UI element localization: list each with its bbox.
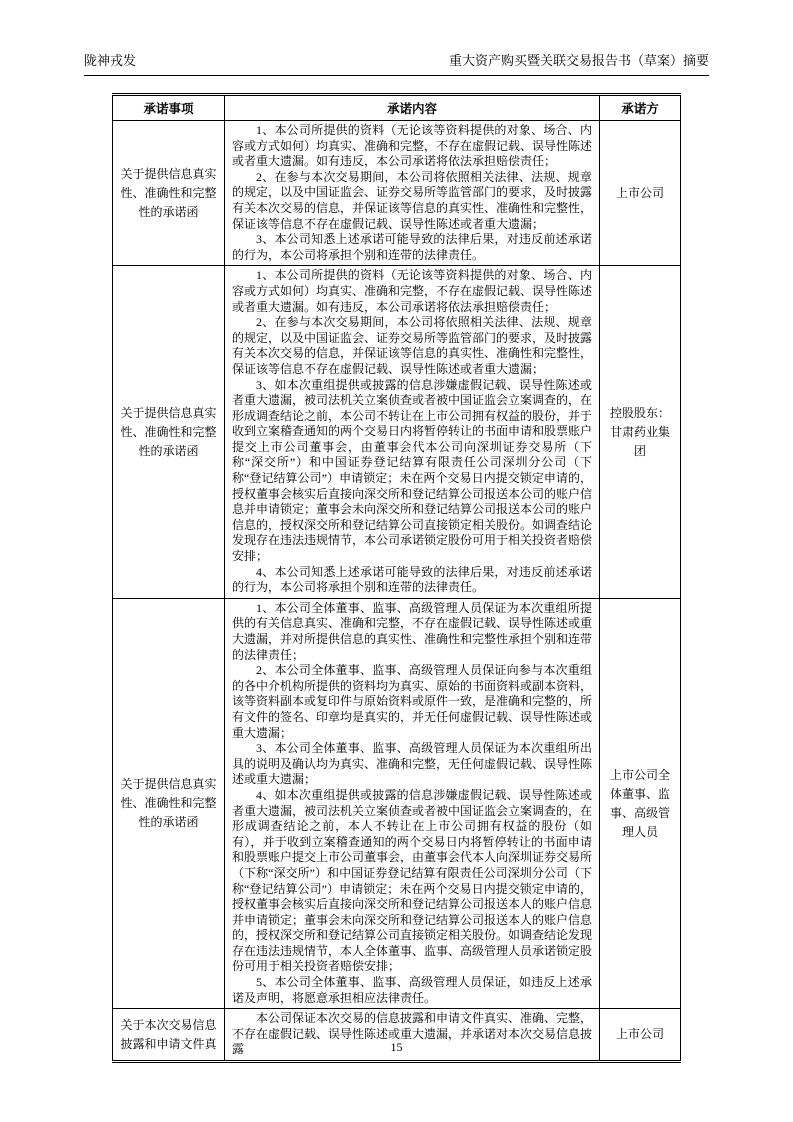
commitment-paragraph: 2、本公司全体董事、监事、高级管理人员保证向参与本次重组的各中介机构所提供的资料均为真实、原始的书面资料或副本资料，该等资料副本或复印件与原始资料或原件一致，是准确和完整的，所有文件的签名、印章均是真实的，并无任何虚假记载、误导性陈述或重大遗漏；	[232, 663, 593, 740]
commitment-paragraph: 3、如本次重组提供或披露的信息涉嫌虚假记载、误导性陈述或者重大遗漏，被司法机关立案侦查或者被中国证监会立案调查的，在形成调查结论之前，本公司不转让在上市公司拥有权益的股份，并于收到立案稽查通知的两个交易日内将暂停转让的书面申请和股票账户提交上市公司董事会，由董事会代本公司向深圳证券交易所（下称“深交所”）和中国证券登记结算有限责任公司深圳分公司（下称“登记结算公司”）申请锁定；未在两个交易日内提交锁定申请的，授权董事会核实后直接向深交所和登记结算公司报送本公司的账户信息并申请锁定；董事会未向深交所和登记结算公司报送本公司的账户信息的，授权深交所和登记结算公司直接锁定相关股份。如调查结论发现存在违法违规情节，本公司承诺锁定股份可用于相关投资者赔偿安排；	[232, 377, 593, 564]
commitment-item-cell: 关于提供信息真实性、准确性和完整性的承诺函	[113, 598, 225, 1008]
column-header-commitment-party: 承诺方	[600, 95, 681, 121]
commitment-paragraph: 4、如本次重组提供或披露的信息涉嫌虚假记载、误导性陈述或者重大遗漏，被司法机关立案侦查或者被中国证监会立案调查的，在形成调查结论之前，本人不转让在上市公司拥有权益的股份（如有），并于收到立案稽查通知的两个交易日内将暂停转让的书面申请和股票账户提交上市公司董事会，由董事会代本人向深圳证券交易所（下称“深交所”）和中国证券登记结算有限责任公司深圳分公司（下称“登记结算公司”）申请锁定；未在两个交易日内提交锁定申请的，授权董事会核实后直接向深交所和登记结算公司报送本人的账户信息并申请锁定；董事会未向深交所和登记结算公司报送本人的账户信息的，授权深交所和登记结算公司直接锁定相关股份。如调查结论发现存在违法违规情节，本人全体董事、监事、高级管理人员承诺锁定股份可用于相关投资者赔偿安排；	[232, 787, 593, 974]
header-document-title: 重大资产购买暨关联交易报告书（草案）摘要	[448, 53, 709, 68]
page-header	[84, 0, 709, 76]
table-row	[113, 121, 681, 266]
column-header-commitment-item: 承诺事项	[113, 95, 225, 121]
table-row	[113, 598, 681, 1008]
commitment-content-cell	[225, 121, 600, 266]
commitment-party-cell: 上市公司	[600, 1009, 681, 1062]
table-header-row	[113, 95, 681, 121]
commitment-item-cell: 关于本次交易信息披露和申请文件真	[113, 1009, 225, 1062]
commitment-paragraph: 5、本公司全体董事、监事、高级管理人员保证，如违反上述承诺及声明，将愿意承担相应法律责任。	[232, 975, 592, 1005]
commitment-content-cell	[225, 598, 600, 1008]
commitment-item-cell: 关于提供信息真实性、准确性和完整性的承诺函	[113, 121, 225, 266]
commitment-party-cell: 上市公司全体董事、监事、高级管理人员	[600, 598, 681, 1008]
commitment-paragraph: 1、本公司所提供的资料（无论该等资料提供的对象、场合、内容或方式如何）均真实、准确和完整，不存在虚假记载、误导性陈述或者重大遗漏。如有违反，本公司承诺将依法承担赔偿责任；	[232, 268, 593, 314]
table-row	[113, 266, 681, 598]
commitment-paragraph: 1、本公司全体董事、监事、高级管理人员保证为本次重组所提供的有关信息真实、准确和完整，不存在虚假记载、误导性陈述或重大遗漏，并对所提供信息的真实性、准确性和完整性承担个别和连带的法律责任；	[232, 600, 593, 662]
commitment-item-cell: 关于提供信息真实性、准确性和完整性的承诺函	[113, 266, 225, 598]
commitment-paragraph: 2、在参与本次交易期间，本公司将依照相关法律、法规、规章的规定，以及中国证监会、证券交易所等监管部门的要求，及时披露有关本次交易的信息，并保证该等信息的真实性、准确性和完整性，保证该等信息不存在虚假记载、误导性陈述或者重大遗漏；	[232, 169, 593, 231]
commitment-paragraph: 1、本公司所提供的资料（无论该等资料提供的对象、场合、内容或方式如何）均真实、准确和完整，不存在虚假记载、误导性陈述或者重大遗漏。如有违反，本公司承诺将依法承担赔偿责任；	[232, 123, 593, 169]
page-number: 15	[390, 1040, 403, 1054]
header-company-name: 陇神戎发	[84, 53, 137, 68]
column-header-commitment-content: 承诺内容	[225, 95, 600, 121]
commitment-paragraph: 4、本公司知悉上述承诺可能导致的法律后果，对违反前述承诺的行为，本公司将承担个别和连带的法律责任。	[232, 564, 592, 595]
commitment-party-cell: 上市公司	[600, 121, 681, 266]
commitment-paragraph: 3、本公司知悉上述承诺可能导致的法律后果，对违反前述承诺的行为，本公司将承担个别和连带的法律责任。	[232, 232, 592, 262]
commitment-paragraph: 本公司保证本次交易的信息披露和申请文件真实、准确、完整，不存在虚假记载、误导性陈述或重大遗漏，并承诺对本次交易信息披露	[232, 1011, 593, 1057]
commitment-paragraph: 2、在参与本次交易期间，本公司将依照相关法律、法规、规章的规定，以及中国证监会、证券交易所等监管部门的要求，及时披露有关本次交易的信息，并保证该等信息的真实性、准确性和完整性，保证该等信息不存在虚假记载、误导性陈述或者重大遗漏；	[232, 315, 593, 376]
commitment-paragraph: 3、本公司全体董事、监事、高级管理人员保证为本次重组所出具的说明及确认均为真实、准确和完整，无任何虚假记载、误导性陈述或重大遗漏；	[232, 741, 593, 787]
commitments-table	[112, 93, 681, 1063]
commitment-party-cell: 控股股东：甘肃药业集团	[600, 266, 681, 598]
commitment-content-cell	[225, 266, 600, 598]
